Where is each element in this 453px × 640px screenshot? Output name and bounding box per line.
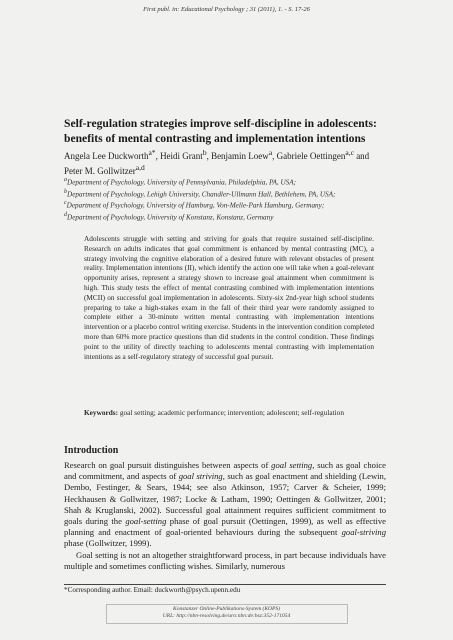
publication-note: First publ. in: Educational Psychology ; 31 (2011), 1. - S. 17-26 — [143, 6, 310, 13]
affil-text: Department of Psychology, University of Hamburg, Von-Melle-Park Hamburg, Germany; — [66, 201, 325, 210]
affil-sup: b — [64, 188, 67, 195]
affil-text: Department of Psychology, University of Konstanz, Konstanz, Germany — [67, 213, 274, 222]
author-and: and — [353, 151, 370, 161]
keywords-label: Keywords: — [84, 408, 119, 417]
author-sup: a,d — [135, 163, 145, 172]
author-sup: a — [268, 148, 273, 157]
author-sup: a* — [148, 148, 156, 157]
repository-name: Konstanzer Online-Publikations-System (KOPS) — [173, 606, 280, 612]
text-run: such as goal enactment and shielding (Lewin, Dembo, Festinger, & Sears, 1944; see also Atkinson, 1957; Carver & Scheier, 1999; Heckhausen & Gollwitzer, 1987; Locke & Latham, 1990; Oettingen & Gollwitzer, 2001; Shah & Kruglanski, 2002). Successful goal attainment requires sufficient commitment to goals during the — [64, 471, 386, 527]
text-run: phase of goal pursuit (Oettingen, 1999), as well as effective planning and enactment of goal-oriented behaviours during the subsequent — [64, 516, 386, 538]
text-run: Research on goal pursuit distinguishes between aspects of — [64, 460, 272, 470]
corresponding-author-footnote: *Corresponding author. Email: duckworth@psych.upenn.edu — [64, 586, 241, 594]
intro-paragraph-2: Goal setting is not an altogether straightforward process, in part because individuals have multiple and sometimes conflicting wishes. Similarly, numerous — [64, 549, 386, 571]
italic-term: goal-setting — [125, 516, 167, 527]
affiliations — [64, 176, 404, 223]
affiliation-b — [64, 188, 404, 200]
affil-sup: c — [64, 200, 67, 207]
article-title — [64, 116, 404, 146]
author-list — [64, 147, 404, 177]
author-sup: a,c — [345, 148, 354, 157]
author-name: , Gabriele Oettingen — [272, 151, 346, 161]
keywords — [84, 408, 374, 418]
introduction-body — [64, 460, 386, 572]
author-sup: b — [202, 148, 207, 157]
title-line-2: benefits of mental contrasting and implementation intentions — [64, 132, 366, 145]
keywords-list: goal setting; academic performance; intervention; adolescent; self-regulation — [118, 408, 344, 417]
repository-url: URL: http://nbn-resolving.de/urn:nbn:de:bsz:352-171054 — [162, 613, 291, 619]
author-name: , Heidi Grant — [155, 151, 203, 161]
abstract: Adolescents struggle with setting and striving for goals that require sustained self-discipline. Research on adults indicates that goal commitment is enhanced by mental contrasting (MC), a strategy involving the cognitive elaboration of a desired future with relevant obstacles of present reality. Implementation intentions (II), which identify the action one will take when a goal-relevant opportunity arises, represent a strategy shown to increase goal attainment when commitment is high. This study tests the effect of mental contrasting combined with implementation intentions (MCII) on successful goal implementation in adolescents. Sixty-six 2nd-year high school students preparing to take a high-stakes exam in the fall of their third year were randomly assigned to complete either a 30-minute written mental contrasting with implementation intentions intervention or a placebo control writing exercise. Students in the intervention condition completed more than 60% more practice questions than did students in the control condition. These findings point to the utility of directly teaching to adolescents mental contrasting with implementation intentions as a self-regulatory strategy of successful goal pursuit. — [84, 234, 374, 361]
title-line-1: Self-regulation strategies improve self-discipline in adolescents: — [64, 117, 377, 130]
repository-stamp — [0, 606, 453, 620]
affiliation-a — [64, 176, 404, 188]
affil-text: Department of Psychology, Lehigh University, Chandler-Ullmann Hall, Bethlehem, PA, USA; — [67, 190, 336, 199]
text-run: phase (Gollwitzer, 1999). — [64, 538, 152, 549]
footnote-divider — [64, 584, 386, 585]
italic-term: goal-striving — [341, 527, 386, 538]
affil-sup: a — [64, 177, 67, 183]
text-run: such as goal choice and commitment, and aspects of — [64, 460, 386, 482]
intro-paragraph-1 — [64, 460, 386, 550]
affil-sup: d — [64, 212, 67, 219]
italic-term: goal setting, — [271, 460, 315, 470]
section-heading-introduction: Introduction — [64, 445, 119, 456]
affil-text: Department of Psychology, University of Pennsylvania, Philadelphia, PA, USA; — [67, 178, 297, 187]
author-name: Peter M. Gollwitzer — [64, 166, 136, 176]
author-name: , Benjamin Loew — [206, 151, 269, 161]
affiliation-d — [64, 211, 404, 223]
affiliation-c — [64, 199, 404, 211]
italic-term: goal striving, — [178, 471, 225, 482]
author-name: Angela Lee Duckworth — [64, 151, 149, 161]
